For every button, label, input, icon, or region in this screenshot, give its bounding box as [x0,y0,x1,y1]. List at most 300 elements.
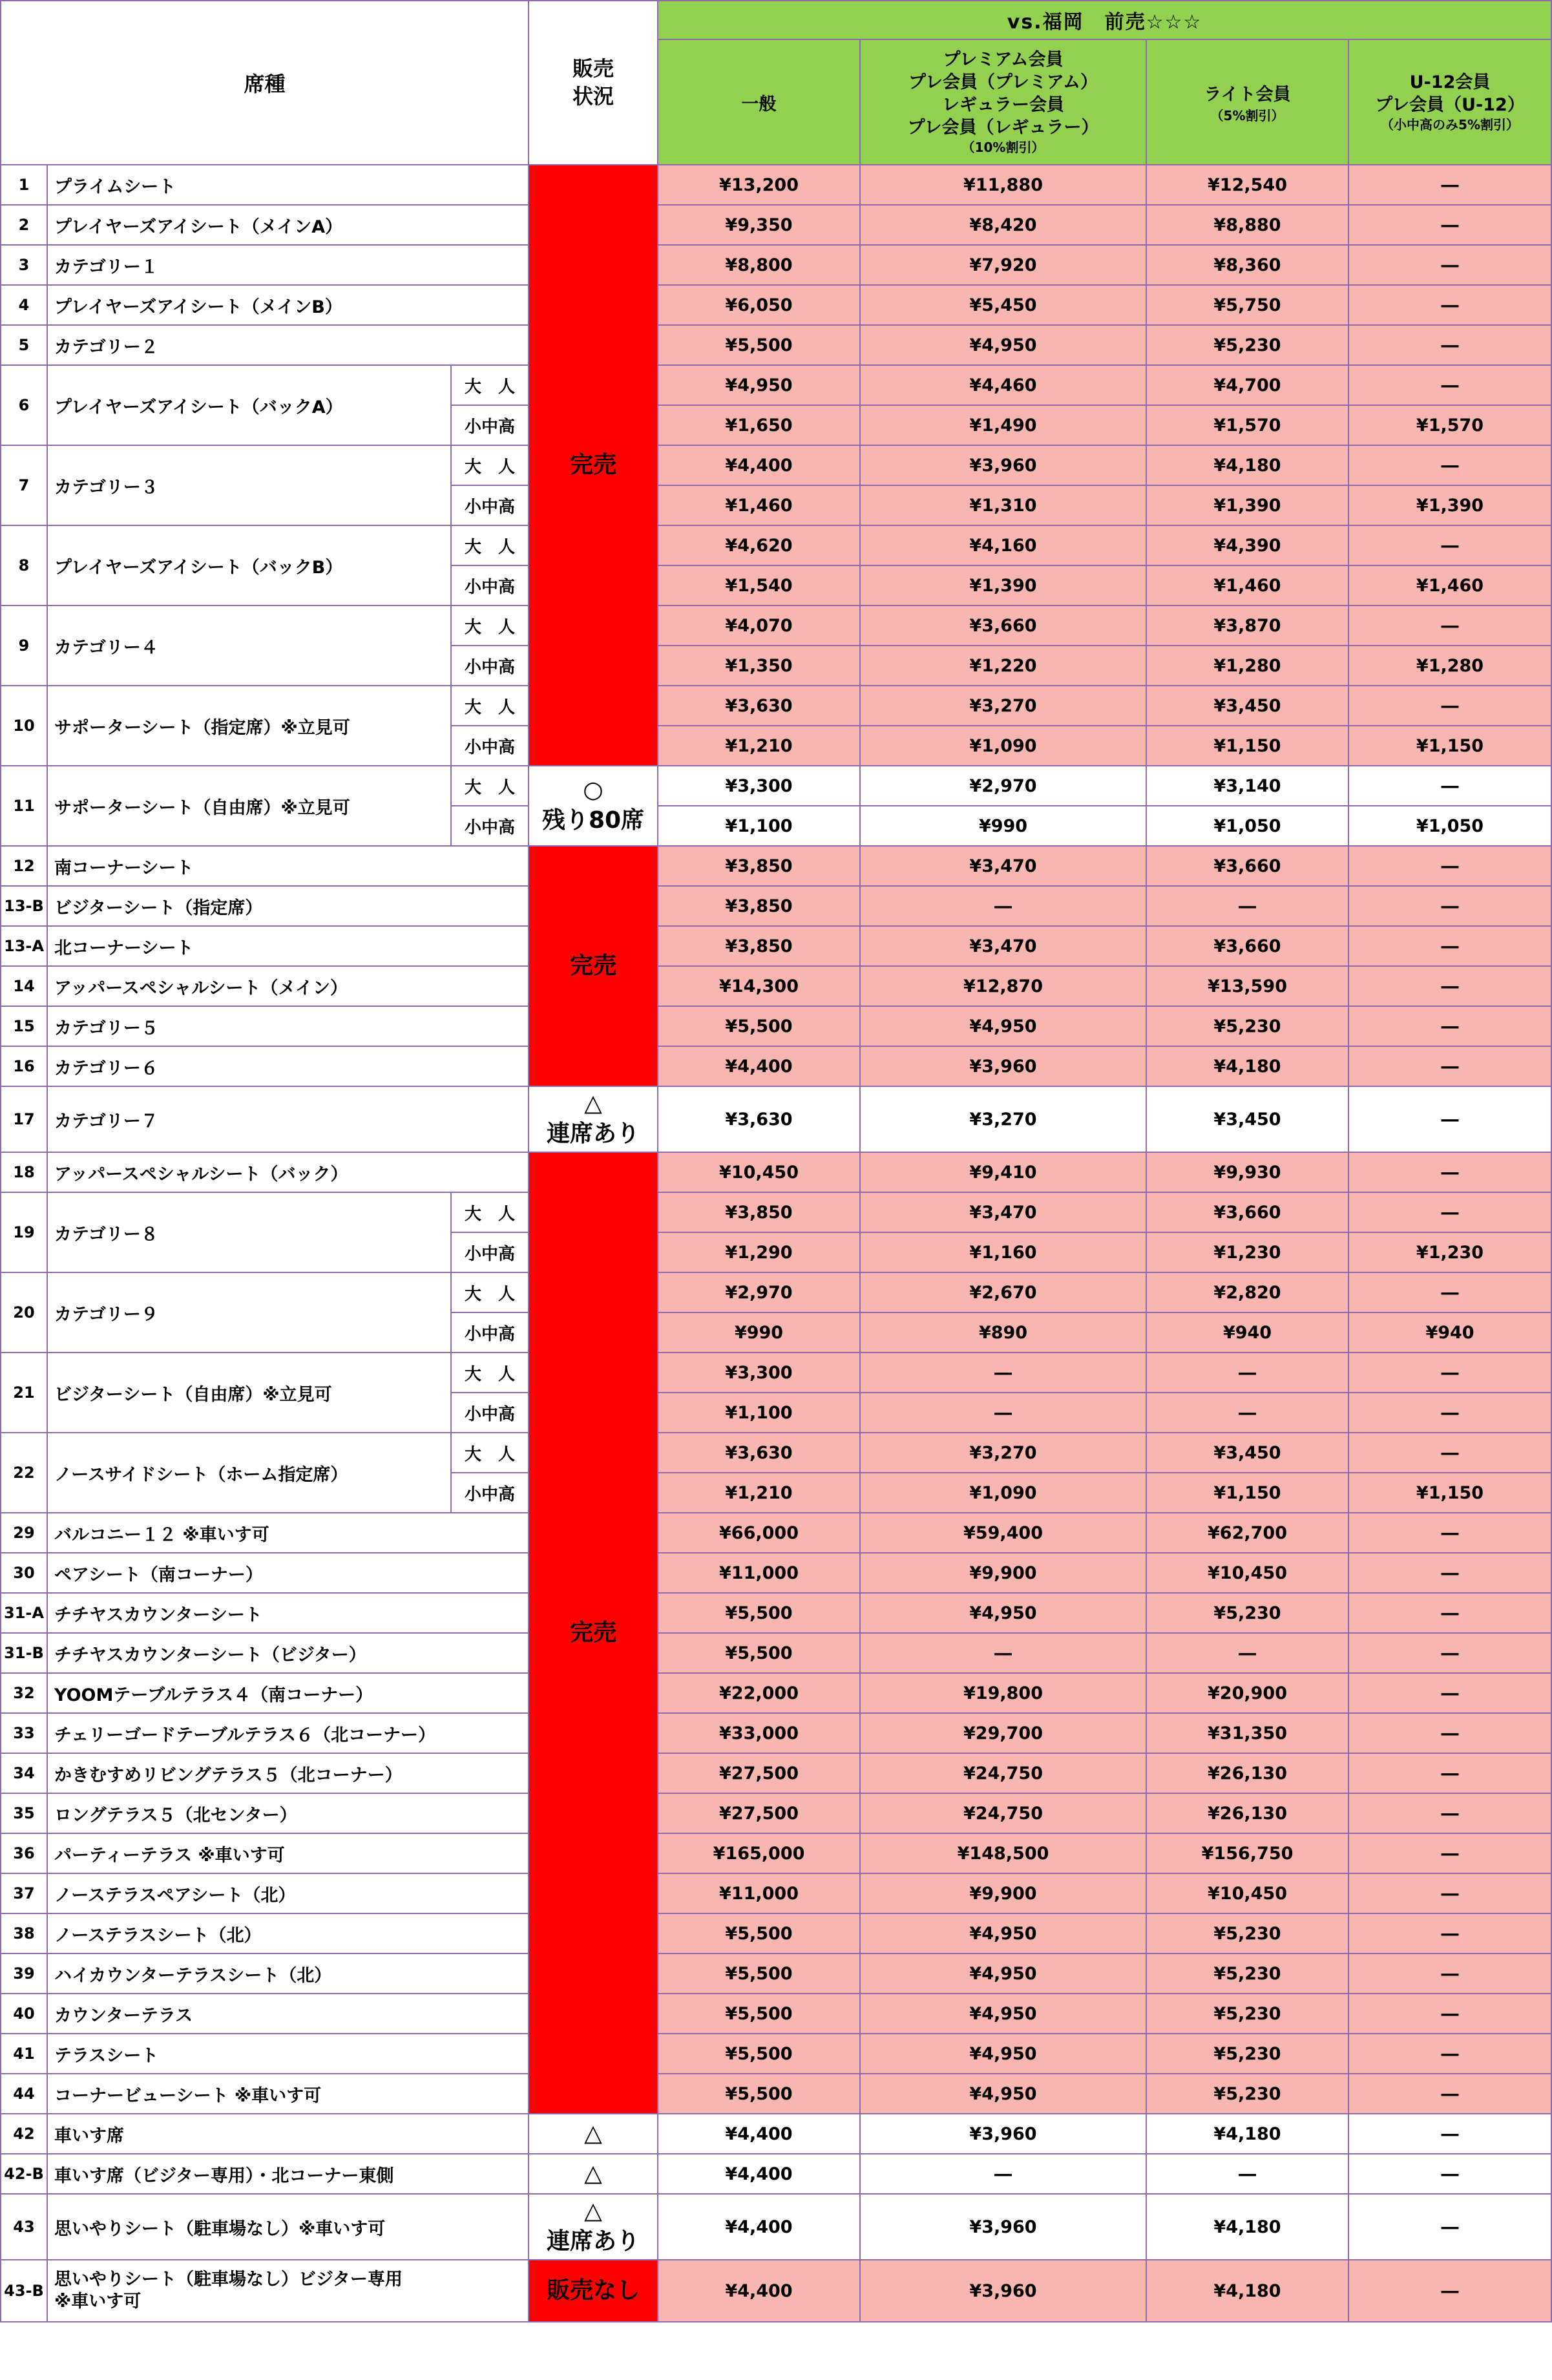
table-row [1,926,1551,966]
price-u12: ― [1348,1393,1551,1433]
price-u12: ― [1348,966,1551,1006]
table-row [1,1006,1551,1046]
seat-number: 19 [1,1192,47,1272]
price-u12: ― [1348,1006,1551,1046]
price-premium: ¥4,950 [860,2034,1146,2074]
table-row [1,285,1551,325]
price-lite: ¥5,230 [1146,1913,1348,1953]
table-row [1,1553,1551,1593]
price-premium: ¥4,950 [860,1593,1146,1633]
price-lite: ¥1,460 [1146,565,1348,606]
seat-name: コーナービューシート ※車いす可 [47,2074,529,2114]
table-row [1,165,1551,205]
price-premium: ― [860,2154,1146,2194]
price-general: ¥5,500 [658,1006,860,1046]
price-lite: ¥9,930 [1146,1152,1348,1192]
seat-name: ロングテラス５（北センター） [47,1793,529,1833]
price-premium: ― [860,1353,1146,1393]
seat-number: 31-A [1,1593,47,1633]
seat-number: 4 [1,285,47,325]
price-premium: ¥9,900 [860,1873,1146,1913]
price-u12: ― [1348,325,1551,365]
table-row [1,445,1551,485]
price-premium: ¥1,490 [860,405,1146,445]
price-premium: ¥1,090 [860,1473,1146,1513]
sub-label-child: 小中高 [451,1232,529,1272]
seat-number: 39 [1,1953,47,1994]
price-lite: ¥62,700 [1146,1513,1348,1553]
seat-number: 44 [1,2074,47,2114]
seat-name: 思いやりシート（駐車場なし）ビジター専用 ※車いす可 [47,2260,529,2322]
price-general: ¥66,000 [658,1513,860,1553]
seat-name: 車いす席 [47,2114,529,2154]
price-general: ¥5,500 [658,2034,860,2074]
price-general: ¥4,400 [658,2114,860,2154]
price-general: ¥9,350 [658,205,860,245]
seat-name: ノースサイドシート（ホーム指定席） [47,1433,451,1513]
table-row [1,1353,1551,1393]
price-u12: ― [1348,165,1551,205]
price-lite: ¥31,350 [1146,1713,1348,1753]
price-lite: ¥8,880 [1146,205,1348,245]
sub-label-adult: 大 人 [451,1272,529,1312]
price-lite: ¥1,150 [1146,726,1348,766]
price-premium: ― [860,1633,1146,1673]
price-u12: ― [1348,245,1551,285]
price-premium: ¥3,470 [860,846,1146,886]
table-row [1,1086,1551,1152]
price-premium: ¥3,960 [860,2114,1146,2154]
price-general: ¥165,000 [658,1833,860,1873]
seat-name: プレイヤーズアイシート（メインA） [47,205,529,245]
price-u12: ― [1348,2260,1551,2322]
price-lite: ¥26,130 [1146,1793,1348,1833]
price-u12: ¥940 [1348,1312,1551,1353]
seat-name: ノーステラスペアシート（北） [47,1873,529,1913]
header-col-premium: プレミアム会員 プレ会員（プレミアム） レギュラー会員 プレ会員（レギュラー） （10%割引） [860,39,1146,165]
table-row [1,966,1551,1006]
seat-number: 31-B [1,1633,47,1673]
sub-label-adult: 大 人 [451,766,529,806]
price-premium: ¥3,270 [860,1086,1146,1152]
status-cell: △ 連席あり [529,2194,658,2260]
price-u12: ¥1,460 [1348,565,1551,606]
price-general: ¥4,400 [658,2260,860,2322]
seat-number: 41 [1,2034,47,2074]
table-row [1,606,1551,646]
seat-number: 13-B [1,886,47,926]
price-general: ¥27,500 [658,1793,860,1833]
seat-name: カテゴリー７ [47,1086,529,1152]
price-general: ¥1,650 [658,405,860,445]
price-u12: ― [1348,2194,1551,2260]
price-lite: ¥10,450 [1146,1553,1348,1593]
price-lite: ¥3,450 [1146,1086,1348,1152]
price-u12: ― [1348,766,1551,806]
price-premium: ¥3,270 [860,686,1146,726]
seat-name: カテゴリー６ [47,1046,529,1086]
price-u12: ― [1348,1753,1551,1793]
seat-number: 33 [1,1713,47,1753]
price-lite: ¥3,870 [1146,606,1348,646]
table-row [1,846,1551,886]
price-premium: ¥3,960 [860,1046,1146,1086]
seat-number: 9 [1,606,47,686]
price-lite: ¥1,280 [1146,646,1348,686]
price-general: ¥1,210 [658,1473,860,1513]
table-row [1,2114,1551,2154]
seat-name: カテゴリー２ [47,325,529,365]
seat-name: カテゴリー８ [47,1192,451,1272]
status-cell: ○ 残り80席 [529,766,658,846]
seat-name: パーティーテラス ※車いす可 [47,1833,529,1873]
seat-number: 43-B [1,2260,47,2322]
price-general: ¥27,500 [658,1753,860,1793]
price-general: ¥5,500 [658,1913,860,1953]
seat-number: 3 [1,245,47,285]
seat-name: ペアシート（南コーナー） [47,1553,529,1593]
price-premium: ¥24,750 [860,1753,1146,1793]
header-match-title: vs.福岡 前売☆☆☆ [658,1,1551,39]
sub-label-adult: 大 人 [451,525,529,565]
seat-name: カテゴリー３ [47,445,451,525]
price-u12: ― [1348,525,1551,565]
price-premium: ¥24,750 [860,1793,1146,1833]
price-lite: ¥1,050 [1146,806,1348,846]
price-lite: ¥4,180 [1146,1046,1348,1086]
table-row [1,2034,1551,2074]
price-u12: ― [1348,2074,1551,2114]
price-lite: ― [1146,886,1348,926]
price-u12: ― [1348,1086,1551,1152]
seat-number: 18 [1,1152,47,1192]
price-u12: ― [1348,926,1551,966]
price-u12: ¥1,280 [1348,646,1551,686]
seat-number: 10 [1,686,47,766]
price-premium: ¥1,390 [860,565,1146,606]
price-general: ¥22,000 [658,1673,860,1713]
seat-name: テラスシート [47,2034,529,2074]
price-premium: ¥1,160 [860,1232,1146,1272]
price-lite: ¥5,230 [1146,325,1348,365]
price-u12: ― [1348,846,1551,886]
price-general: ¥1,460 [658,485,860,525]
price-lite: ¥5,230 [1146,1994,1348,2034]
sub-label-child: 小中高 [451,726,529,766]
price-general: ¥4,950 [658,365,860,405]
price-premium: ¥9,900 [860,1553,1146,1593]
table-row [1,2074,1551,2114]
price-lite: ¥13,590 [1146,966,1348,1006]
sub-label-adult: 大 人 [451,365,529,405]
seat-number: 42 [1,2114,47,2154]
table-row [1,1953,1551,1994]
price-general: ¥5,500 [658,325,860,365]
price-general: ¥1,210 [658,726,860,766]
price-lite: ¥5,230 [1146,2074,1348,2114]
price-general: ¥4,400 [658,2194,860,2260]
price-lite: ¥1,570 [1146,405,1348,445]
price-u12: ― [1348,1553,1551,1593]
price-premium: ¥1,220 [860,646,1146,686]
price-premium: ¥1,090 [860,726,1146,766]
price-u12: ― [1348,1673,1551,1713]
price-lite: ¥5,230 [1146,2034,1348,2074]
price-lite: ¥8,360 [1146,245,1348,285]
table-row [1,1753,1551,1793]
price-lite: ¥4,180 [1146,445,1348,485]
price-premium: ¥11,880 [860,165,1146,205]
seat-name: チチヤスカウンターシート [47,1593,529,1633]
price-premium: ¥4,950 [860,1006,1146,1046]
price-general: ¥3,630 [658,1433,860,1473]
price-u12: ― [1348,205,1551,245]
table-row [1,886,1551,926]
price-premium: ¥4,950 [860,1953,1146,1994]
seat-name: サポーターシート（指定席）※立見可 [47,686,451,766]
sub-label-child: 小中高 [451,565,529,606]
seat-number: 32 [1,1673,47,1713]
seat-number: 2 [1,205,47,245]
seat-number: 13-A [1,926,47,966]
price-general: ¥2,970 [658,1272,860,1312]
price-u12: ― [1348,1953,1551,1994]
seat-number: 16 [1,1046,47,1086]
sub-label-child: 小中高 [451,1393,529,1433]
seat-number: 12 [1,846,47,886]
seat-name: プライムシート [47,165,529,205]
price-u12: ― [1348,2154,1551,2194]
price-premium: ¥4,460 [860,365,1146,405]
price-u12: ¥1,150 [1348,1473,1551,1513]
seat-number: 17 [1,1086,47,1152]
price-general: ¥3,300 [658,1353,860,1393]
price-general: ¥5,500 [658,1593,860,1633]
price-lite: ¥5,230 [1146,1593,1348,1633]
price-u12: ― [1348,445,1551,485]
status-cell: △ [529,2154,658,2194]
seat-name: 北コーナーシート [47,926,529,966]
price-general: ¥990 [658,1312,860,1353]
price-lite: ¥3,660 [1146,926,1348,966]
seat-name: カウンターテラス [47,1994,529,2034]
price-premium: ¥4,950 [860,2074,1146,2114]
price-u12: ― [1348,1873,1551,1913]
price-general: ¥11,000 [658,1553,860,1593]
price-premium: ¥3,470 [860,1192,1146,1232]
price-lite: ¥5,750 [1146,285,1348,325]
price-general: ¥3,630 [658,1086,860,1152]
seat-name: ビジターシート（自由席）※立見可 [47,1353,451,1433]
price-lite: ¥5,230 [1146,1006,1348,1046]
seat-number: 35 [1,1793,47,1833]
table-row [1,1633,1551,1673]
price-lite: ¥3,660 [1146,1192,1348,1232]
seat-number: 37 [1,1873,47,1913]
seat-name: カテゴリー５ [47,1006,529,1046]
price-general: ¥11,000 [658,1873,860,1913]
price-premium: ¥3,270 [860,1433,1146,1473]
price-lite: ¥3,660 [1146,846,1348,886]
price-general: ¥8,800 [658,245,860,285]
price-premium: ¥3,470 [860,926,1146,966]
price-u12: ― [1348,285,1551,325]
price-lite: ¥12,540 [1146,165,1348,205]
table-row [1,325,1551,365]
seat-name: プレイヤーズアイシート（バックA） [47,365,451,445]
price-general: ¥1,100 [658,1393,860,1433]
price-premium: ¥3,960 [860,2194,1146,2260]
price-u12: ― [1348,1633,1551,1673]
table-row [1,1713,1551,1753]
table-row [1,1593,1551,1633]
price-premium: ¥3,960 [860,445,1146,485]
seat-number: 5 [1,325,47,365]
price-u12: ― [1348,1793,1551,1833]
price-u12: ― [1348,1913,1551,1953]
price-lite: ― [1146,1393,1348,1433]
price-general: ¥5,500 [658,1953,860,1994]
price-premium: ¥990 [860,806,1146,846]
price-u12: ― [1348,1152,1551,1192]
seat-name: チェリーゴードテーブルテラス６（北コーナー） [47,1713,529,1753]
price-general: ¥3,300 [658,766,860,806]
sub-label-child: 小中高 [451,485,529,525]
header-col-u12: U-12会員 プレ会員（U-12） （小中高のみ5%割引） [1348,39,1551,165]
sub-label-child: 小中高 [451,1312,529,1353]
table-row [1,1272,1551,1312]
table-row [1,2154,1551,2194]
price-general: ¥3,850 [658,1192,860,1232]
seat-name: ビジターシート（指定席） [47,886,529,926]
price-general: ¥1,100 [658,806,860,846]
price-u12: ― [1348,1833,1551,1873]
sub-label-child: 小中高 [451,405,529,445]
price-premium: ¥3,660 [860,606,1146,646]
price-general: ¥4,070 [658,606,860,646]
price-premium: ¥148,500 [860,1833,1146,1873]
price-lite: ¥2,820 [1146,1272,1348,1312]
seat-name: 思いやりシート（駐車場なし）※車いす可 [47,2194,529,2260]
price-lite: ¥5,230 [1146,1953,1348,1994]
price-premium: ¥4,160 [860,525,1146,565]
table-row [1,766,1551,806]
price-general: ¥1,540 [658,565,860,606]
seat-number: 42-B [1,2154,47,2194]
seat-name: カテゴリー１ [47,245,529,285]
price-premium: ¥3,960 [860,2260,1146,2322]
price-u12: ¥1,150 [1348,726,1551,766]
seat-number: 43 [1,2194,47,2260]
sub-label-adult: 大 人 [451,1353,529,1393]
price-premium: ― [860,886,1146,926]
status-cell: 完売 [529,1152,658,2114]
price-lite: ¥4,180 [1146,2260,1348,2322]
price-lite: ¥3,450 [1146,686,1348,726]
price-general: ¥3,630 [658,686,860,726]
price-premium: ¥19,800 [860,1673,1146,1713]
seat-name: バルコニー１２ ※車いす可 [47,1513,529,1553]
price-general: ¥5,500 [658,2074,860,2114]
seat-number: 20 [1,1272,47,1353]
table-row [1,245,1551,285]
price-premium: ¥12,870 [860,966,1146,1006]
price-general: ¥5,500 [658,1994,860,2034]
price-lite: ¥26,130 [1146,1753,1348,1793]
sub-label-child: 小中高 [451,646,529,686]
seat-number: 7 [1,445,47,525]
seat-name: 南コーナーシート [47,846,529,886]
price-general: ¥10,450 [658,1152,860,1192]
seat-name: ハイカウンターテラスシート（北） [47,1953,529,1994]
seat-name: アッパースペシャルシート（バック） [47,1152,529,1192]
sub-label-adult: 大 人 [451,445,529,485]
price-lite: ¥3,450 [1146,1433,1348,1473]
price-general: ¥4,400 [658,445,860,485]
price-lite: ― [1146,1353,1348,1393]
sub-label-child: 小中高 [451,1473,529,1513]
price-premium: ¥7,920 [860,245,1146,285]
header-sales-status: 販売 状況 [529,1,658,165]
table-row [1,1873,1551,1913]
table-row [1,1833,1551,1873]
seat-number: 40 [1,1994,47,2034]
table-row [1,1433,1551,1473]
price-general: ¥4,400 [658,1046,860,1086]
table-row [1,686,1551,726]
price-u12: ― [1348,1593,1551,1633]
price-premium: ¥1,310 [860,485,1146,525]
price-general: ¥33,000 [658,1713,860,1753]
table-row [1,1913,1551,1953]
seat-number: 21 [1,1353,47,1433]
price-general: ¥5,500 [658,1633,860,1673]
table-row [1,1673,1551,1713]
price-premium: ¥5,450 [860,285,1146,325]
table-row [1,1152,1551,1192]
price-u12: ― [1348,1353,1551,1393]
seat-name: チチヤスカウンターシート（ビジター） [47,1633,529,1673]
table-row [1,365,1551,405]
price-premium: ¥8,420 [860,205,1146,245]
status-cell: △ [529,2114,658,2154]
seat-name: プレイヤーズアイシート（メインB） [47,285,529,325]
price-u12: ― [1348,2034,1551,2074]
price-premium: ¥2,670 [860,1272,1146,1312]
price-premium: ¥890 [860,1312,1146,1353]
price-general: ¥4,400 [658,2154,860,2194]
price-u12: ― [1348,1272,1551,1312]
price-lite: ¥20,900 [1146,1673,1348,1713]
price-lite: ¥4,700 [1146,365,1348,405]
status-cell: 販売なし [529,2260,658,2322]
seat-name: プレイヤーズアイシート（バックB） [47,525,451,606]
price-u12: ― [1348,1994,1551,2034]
price-general: ¥3,850 [658,926,860,966]
seat-number: 36 [1,1833,47,1873]
table-row [1,525,1551,565]
table-row [1,1513,1551,1553]
price-lite: ¥4,390 [1146,525,1348,565]
price-premium: ¥2,970 [860,766,1146,806]
price-lite: ¥156,750 [1146,1833,1348,1873]
table-row [1,1046,1551,1086]
seat-name: YOOMテーブルテラス４（南コーナー） [47,1673,529,1713]
sub-label-adult: 大 人 [451,686,529,726]
price-lite: ¥1,390 [1146,485,1348,525]
price-premium: ¥9,410 [860,1152,1146,1192]
price-general: ¥3,850 [658,886,860,926]
